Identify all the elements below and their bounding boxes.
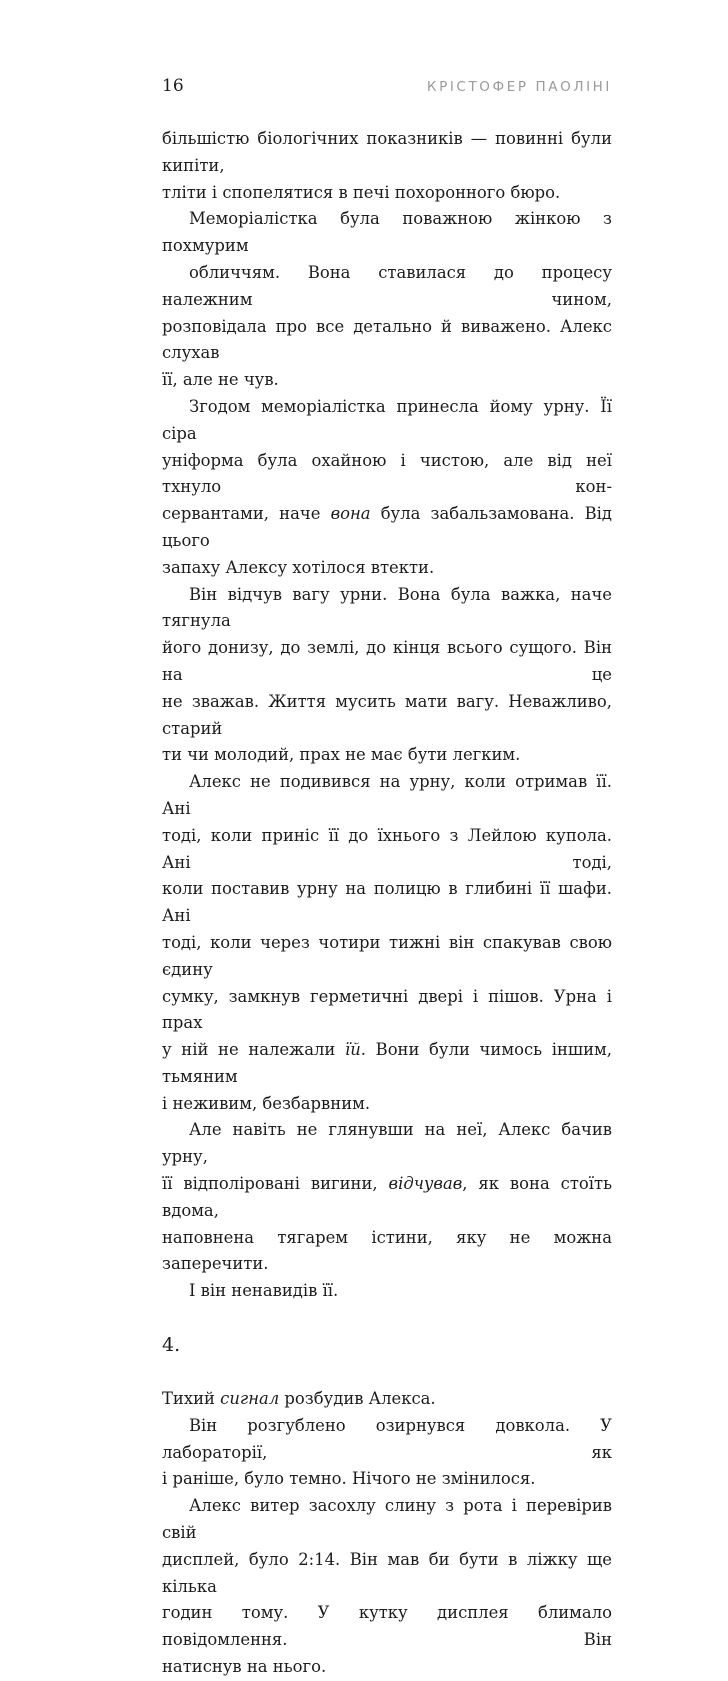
paragraph: Він відчув вагу урни. Вона була важка, наче тягнула його донизу, до землі, до кінця всього сущого. Він на це не зважав. Життя мусить мати вагу. Неважливо, старий ти чи молодий, прах не має бути легким. <box>162 584 612 765</box>
page-header <box>162 76 612 96</box>
paragraph: Але навіть не глянувши на неї, Алекс бачив урну, її відполіровані вигини, відчував, як вона стоїть вдома, наповнена тягарем істини, яку не можна заперечити. <box>162 1120 612 1274</box>
paragraph: Меморіалістка була поважною жінкою з похмурим обличчям. Вона ставилася до процесу належним чином, розповідала про все детально й виважено. Алекс слухав її, але не чув. <box>162 209 612 390</box>
paragraph: Згодом меморіалістка принесла йому урну. Її сіра уніформа була охайною і чистою, але від неї тхнуло кон- сервантами, наче вона була забальзамована. Від цього запаху Алексу хотілося втекти. <box>162 396 612 577</box>
body-text <box>162 126 612 1681</box>
page-number: 16 <box>162 76 184 96</box>
paragraph: Він розгублено озирнувся довкола. У лабораторії, як і раніше, було темно. Нічого не змінилося. <box>162 1415 612 1489</box>
paragraph: Алекс не подивився на урну, коли отримав її. Ані тоді, коли приніс її до їхнього з Лейлою купола. Ані тоді, коли поставив урну на полицю в глибині її шафи. Ані тоді, коли через чотири тижні він спакував свою єдину сумку, замкнув герметичні двері і пішов. Урна і прах у ній не належали їй. Вони були чимось іншим, тьмяним і неживим, безбарвним. <box>162 772 612 1113</box>
running-title: КРІСТОФЕР ПАОЛІНІ <box>426 79 612 95</box>
emphasis: відчував <box>388 1174 463 1194</box>
paragraph: більшістю біологічних показників — повинні були кипіти, тліти і спопелятися в печі похоронного бюро. <box>162 129 612 202</box>
chapter-number: 4. <box>162 1334 181 1357</box>
paragraph: Алекс витер засохлу слину з рота і перевірив свій дисплей, було 2:14. Він мав би бути в ліжку ще кілька годин тому. У кутку дисплея блимало повідомлення. Він натиснув на нього. <box>162 1496 612 1677</box>
paragraph: Тихий сигнал розбудив Алекса. <box>162 1389 436 1409</box>
emphasis: сигнал <box>220 1389 280 1409</box>
emphasis: вона <box>330 504 371 524</box>
paragraph: І він ненавидів її. <box>189 1281 339 1301</box>
emphasis: їй <box>344 1040 361 1060</box>
